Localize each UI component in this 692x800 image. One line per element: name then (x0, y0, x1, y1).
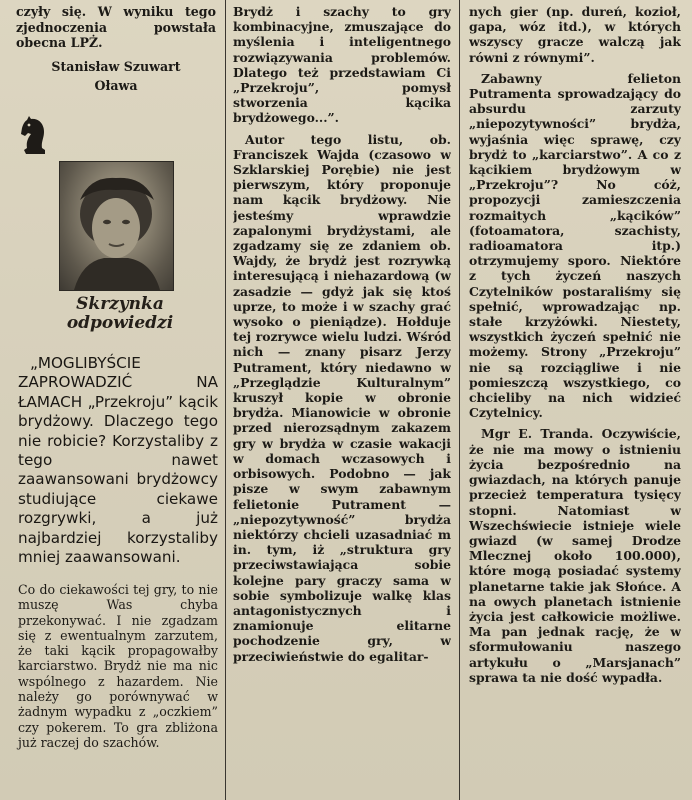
letter-ending: czyły się. W wyniku tego zjednoczenia powstała obecna LPŻ. (16, 4, 216, 51)
letter-signature-name: Stanisław Szuwart (51, 58, 181, 74)
chess-knight-icon (18, 114, 52, 158)
addressee-name: Mgr E. Tranda. (481, 426, 594, 442)
letter-signature-place: Oława (94, 78, 138, 94)
column-divider (225, 0, 226, 800)
column-title (30, 295, 210, 333)
column-title-line1: Skrzynka (76, 294, 164, 314)
reply-text-tranda: Oczywiście, że nie ma mowy o istnieniu życia bezpośrednio na gwiazdach, na których panuje przecież temperatura tysięcy stopni. Natomiast w Wszechświecie istnieje wiele gwiazd (w samej Drodze Mlecznej około 100.000), które mogą posiadać systemy planetarne takie jak Słońce. A na owych planetach istnienie życia jest całkowicie możliwe. Ma pan jednak rację, że w sformułowaniu naszego artykułu o „Marsjanach” sprawa ta nie dość wypadła. (469, 426, 681, 685)
column-right (469, 0, 681, 800)
author-portrait-photo (59, 161, 174, 291)
editorial-reply-paragraph: Autor tego listu, ob. Franciszek Wajda (czasowo w Szklarskiej Porębie) nie jest pierwszym, który proponuje nam kącik brydżowy. Nie jesteśmy wprawdzie zapalonymi brydżystami, ale zgadzamy się ze zdaniem ob. Wajdy, że brydż jest rozrywką interesującą i niehazardową (w zasadzie — gdyż jak się ktoś uprze, to może i w szachy grać wysoko o pieniądze). Hołduje tej rozrywce wielu ludzi. Wśród nich — znany pisarz Jerzy Putrament, który niedawno w „Przeglądzie Kulturalnym” kruszył kopie w obronie brydża. Mianowicie w obronie przed nierozsądnym zakazem gry w brydża w czasie wakacji w domach wczasowych i orbisowych. Podobno — jak pisze w swym zabawnym felietonie Putrament — „niepozytywność” brydża niektórzy chcieli uzasadniać m in. tym, iż „struktura gry przeciwstawiająca sobie kolejne pary graczy sama w sobie symbolizuje walkę klas antagonistycznych i znamionuje elitarne pochodzenie gry, w przeciwieństwie do egalitar- (233, 131, 451, 664)
reader-letter-continued: Co do ciekawości tej gry, to nie muszę Was chyba przekonywać. I nie zgadzam się z ewentualnym zarzutem, że taki kącik propagowałby karciarstwo. Brydż nie ma nic wspólnego z hazardem. Nie należy go porównywać w żadnym wypadku z „oczkiem” czy pokerem. To gra zbliżona już raczej do szachów. (18, 582, 218, 750)
letter-closing-paragraph: Brydż i szachy to gry kombinacyjne, zmuszające do myślenia i inteligentnego rozwiązywania problemów. Dlatego też przedstawiam Ci „Przekroju”, pomysł stworzenia kącika brydżowego...”. (233, 4, 451, 126)
column-divider (459, 0, 460, 800)
column-middle (233, 0, 451, 800)
reply-paragraph-kaciki: Zabawny felieton Putramenta sprowadzający do absurdu zarzuty „niepozytywności” brydża, wyjaśnia więc sprawę, czy brydż to „karciarstwo”. A co z kącikiem brydżowym w „Przekroju”? No cóż, propozycji zamieszczenia rozmaitych „kącików” (fotoamatora, szachisty, radioamatora itp.) otrzymujemy sporo. Niektóre z tych życzeń naszych Czytelników postaraliśmy się spełnić, wprowadzając np. stałe krzyżówki. Niestety, wszystkich życzeń spełnić nie możemy. Strony „Przekroju” nie są rozciągliwe i nie pomieszczą wszystkiego, co chcieliby na nich widzieć Czytelnicy. (469, 70, 681, 421)
reply-paragraph-tranda (469, 426, 681, 684)
reply-continuation: nych gier (np. dureń, kozioł, gapa, wóz itd.), w których wszyscy gracze walczą jak równi z równymi”. (469, 4, 681, 65)
reader-letter-quote: „MOGLIBYŚCIE ZAPROWADZIĆ NA ŁAMACH „Przekroju” kącik brydżowy. Dlaczego tego nie robicie? Korzystaliby z tego nawet zaawansowani brydżowcy studiujące ciekawe rozgrywki, a już najbardziej korzystaliby mniej zaawansowani. (18, 354, 218, 567)
column-title-line2: odpowiedzi (66, 313, 174, 333)
